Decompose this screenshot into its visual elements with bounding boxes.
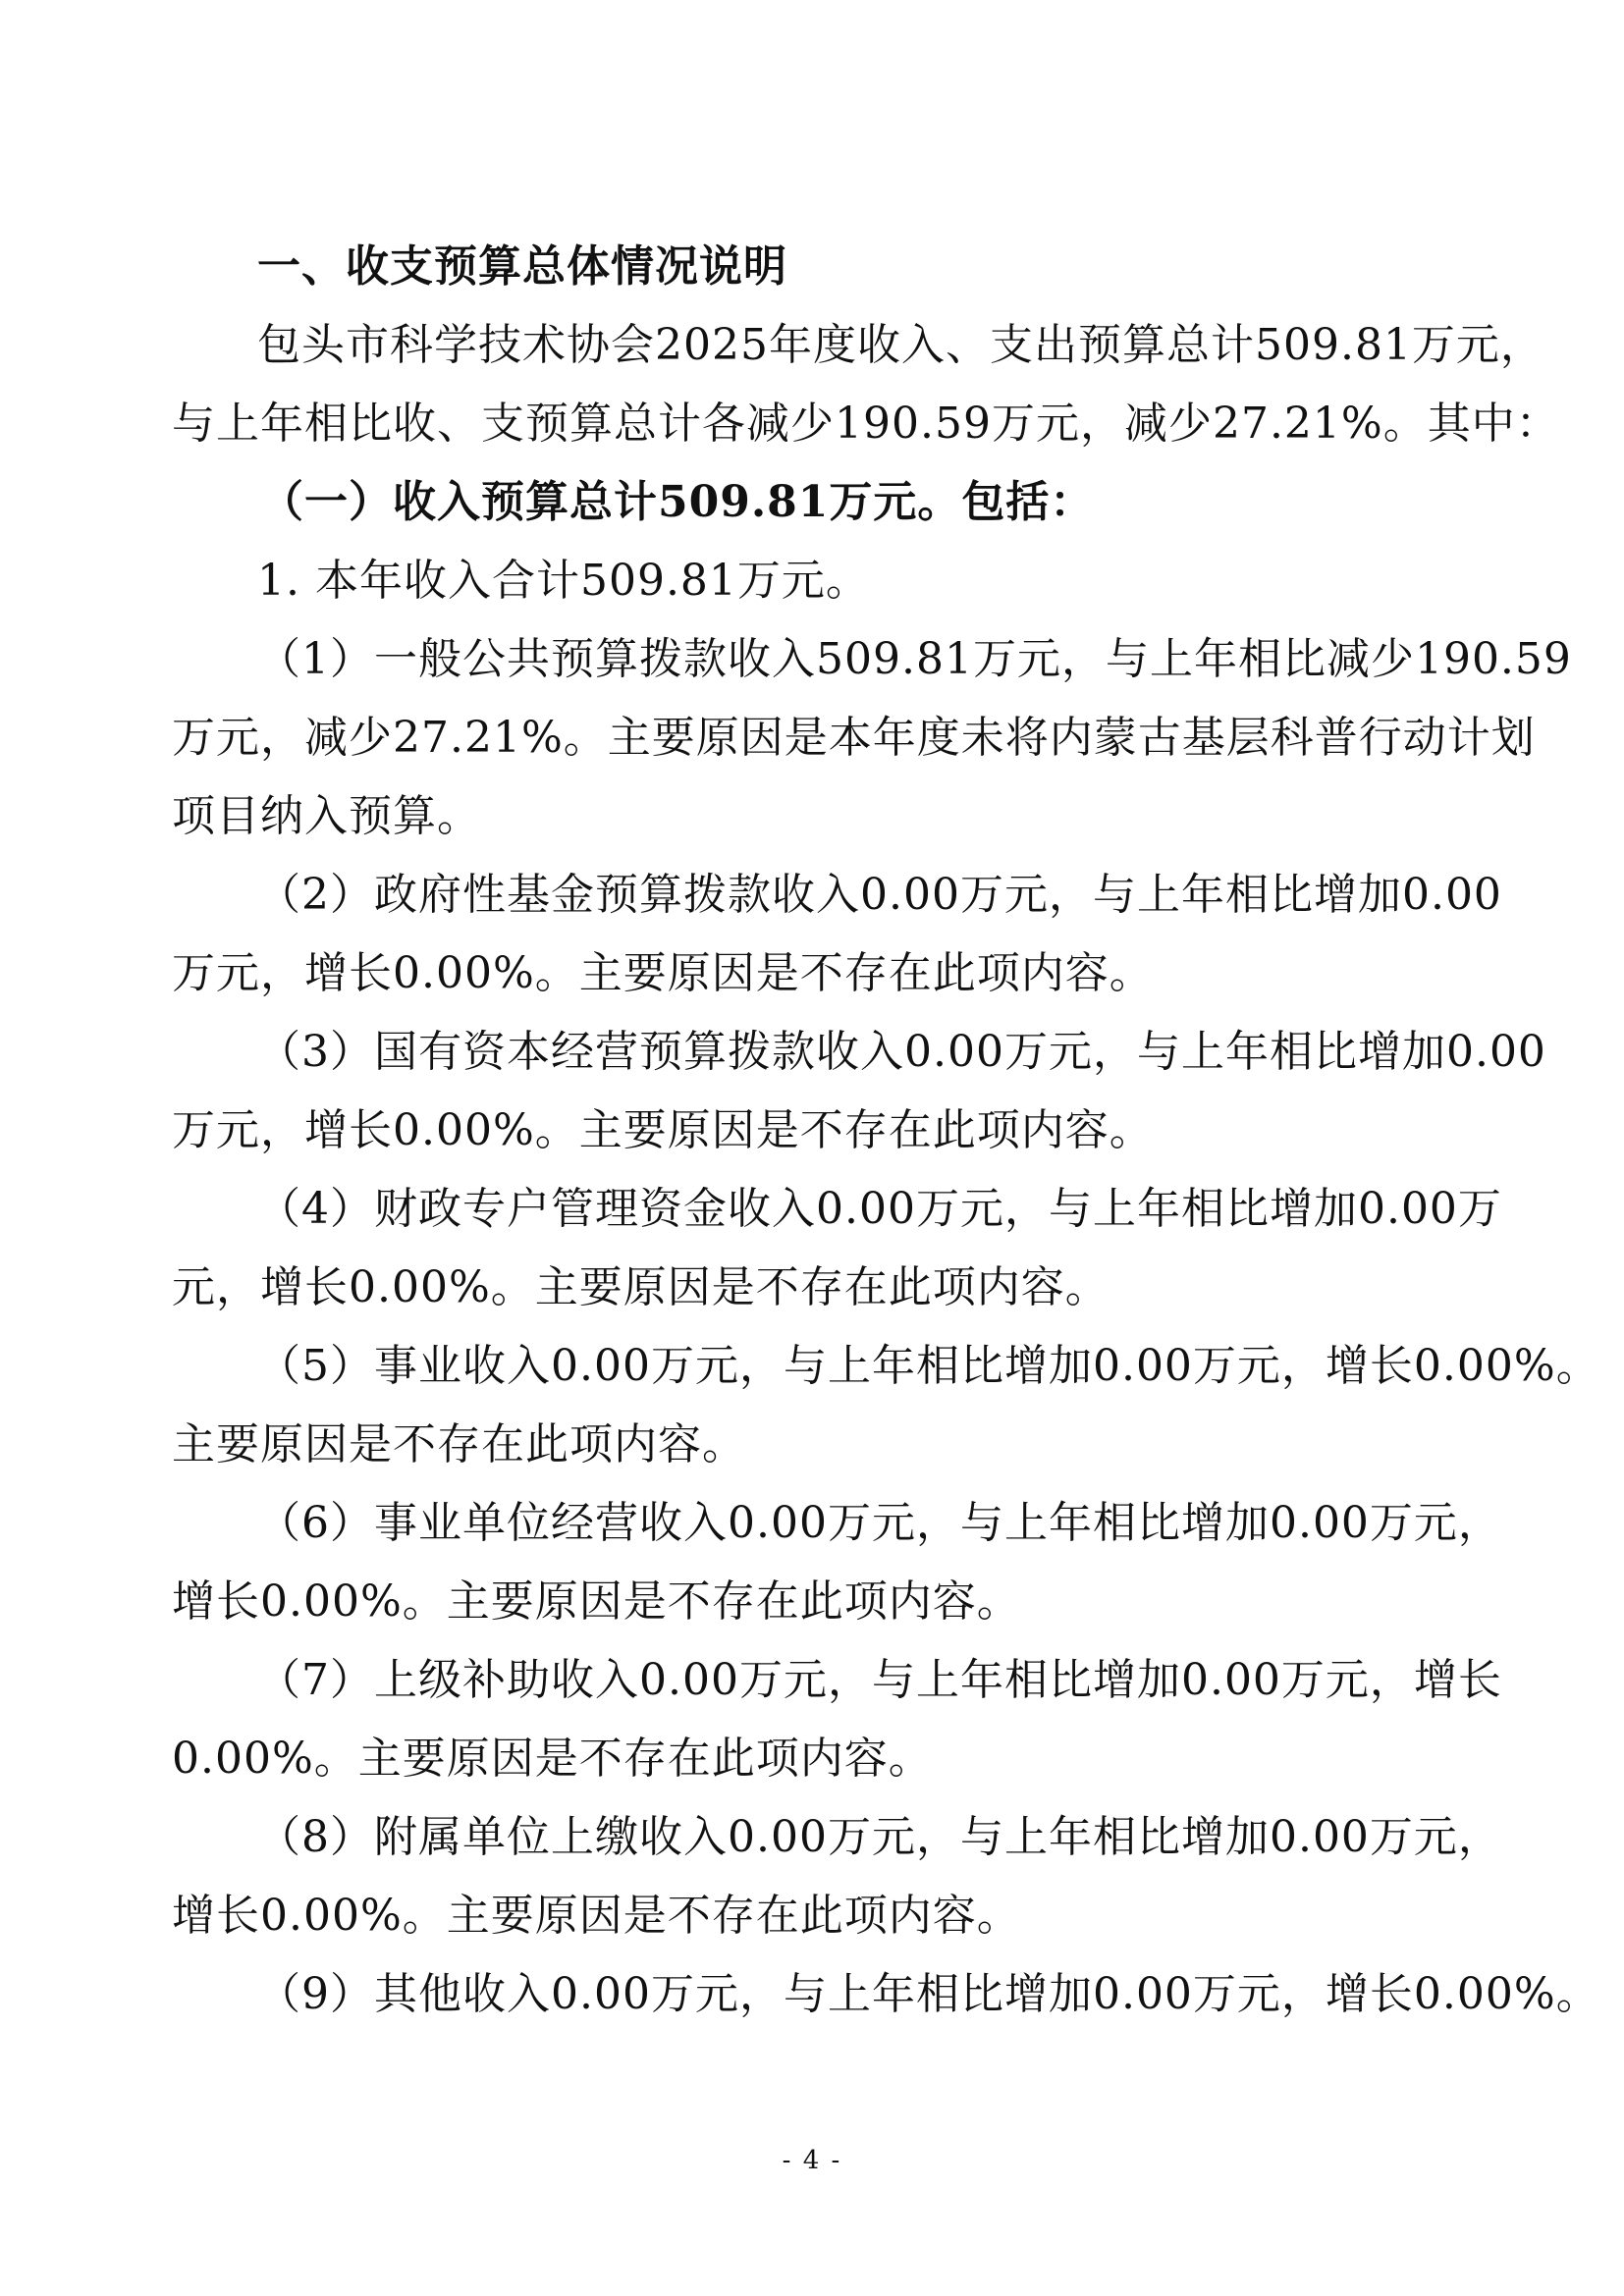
item-8-line-2: 增长0.00%。主要原因是不存在此项内容。: [172, 1891, 1021, 1941]
page-number: - 4 -: [782, 2146, 842, 2175]
item-1-line-1: （1）一般公共预算拨款收入509.81万元，与上年相比减少190.59: [257, 634, 1572, 684]
intro-line-2: 与上年相比收、支预算总计各减少190.59万元，减少27.21%。其中：: [172, 399, 1560, 449]
intro-line-1: 包头市科学技术协会2025年度收入、支出预算总计509.81万元，: [257, 320, 1544, 370]
item-9-line-1: （9）其他收入0.00万元，与上年相比增加0.00万元，增长0.00%。: [257, 1969, 1600, 2019]
item-5-line-2: 主要原因是不存在此项内容。: [172, 1419, 746, 1469]
item-8-line-1: （8）附属单位上缴收入0.00万元，与上年相比增加0.00万元，: [257, 1812, 1502, 1862]
item-2-line-1: （2）政府性基金预算拨款收入0.00万元，与上年相比增加0.00: [257, 870, 1502, 920]
item-3-line-1: （3）国有资本经营预算拨款收入0.00万元，与上年相比增加0.00: [257, 1027, 1546, 1077]
item-7-line-1: （7）上级补助收入0.00万元，与上年相比增加0.00万元，增长: [257, 1655, 1502, 1705]
item-7-line-2: 0.00%。主要原因是不存在此项内容。: [172, 1734, 933, 1784]
item-6-line-2: 增长0.00%。主要原因是不存在此项内容。: [172, 1576, 1021, 1627]
item-1-line-3: 项目纳入预算。: [172, 791, 481, 841]
item-4-line-1: （4）财政专户管理资金收入0.00万元，与上年相比增加0.00万: [257, 1184, 1502, 1234]
income-subheading: （一）收入预算总计509.81万元。包括：: [260, 477, 1095, 527]
item-5-line-1: （5）事业收入0.00万元，与上年相比增加0.00万元，增长0.00%。: [257, 1341, 1600, 1391]
total-income-line: 1. 本年收入合计509.81万元。: [257, 556, 870, 606]
item-1-line-2: 万元，减少27.21%。主要原因是本年度未将内蒙古基层科普行动计划: [172, 713, 1536, 763]
item-2-line-2: 万元，增长0.00%。主要原因是不存在此项内容。: [172, 948, 1154, 998]
item-4-line-2: 元，增长0.00%。主要原因是不存在此项内容。: [172, 1262, 1110, 1312]
item-3-line-2: 万元，增长0.00%。主要原因是不存在此项内容。: [172, 1105, 1154, 1155]
item-6-line-1: （6）事业单位经营收入0.00万元，与上年相比增加0.00万元，: [257, 1498, 1502, 1548]
section-heading: 一、收支预算总体情况说明: [257, 241, 787, 292]
